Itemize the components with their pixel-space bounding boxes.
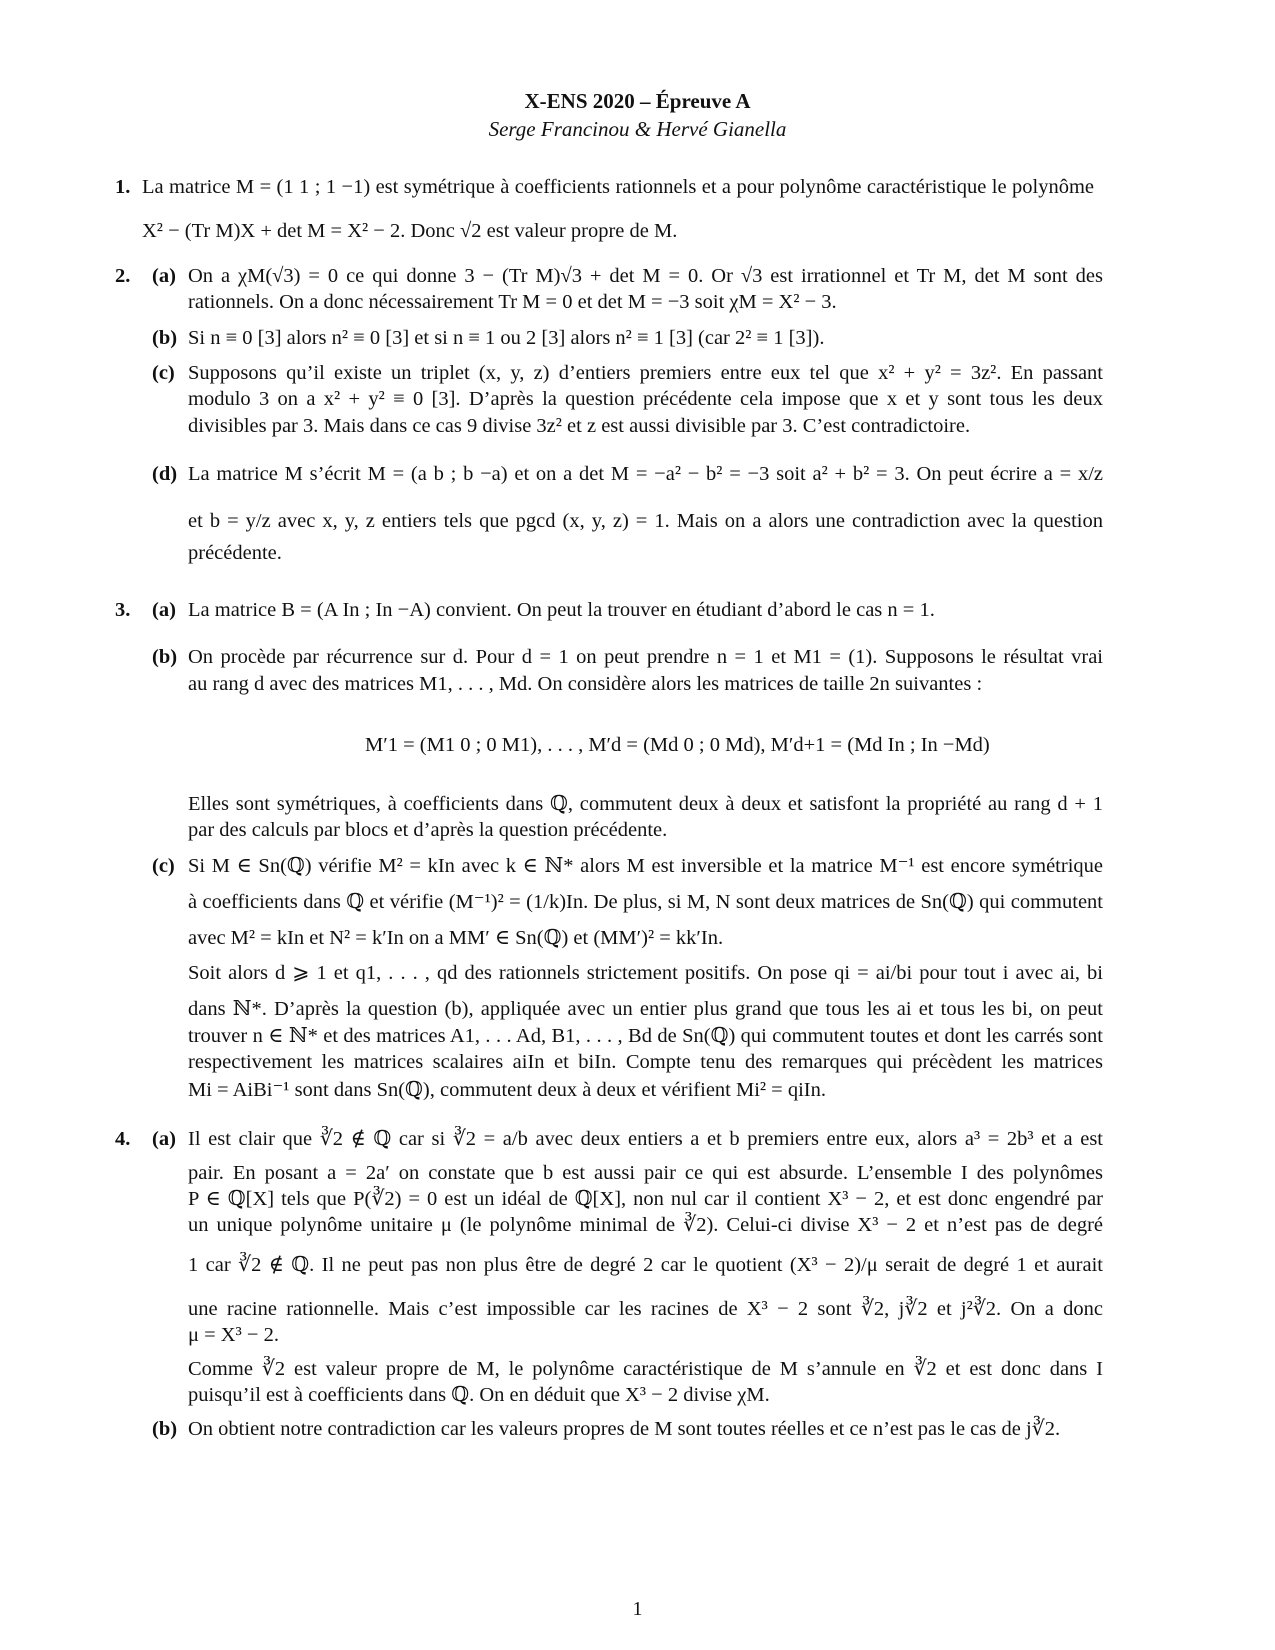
question-4a-line-5: 1 car ∛2 ∉ ℚ. Il ne peut pas non plus être de degré 2 car le quotient (X³ − 2)/μ serait de degré 1 et aurait	[188, 1254, 1103, 1276]
question-1-number: 1.	[115, 176, 131, 198]
question-4a-line-8: Comme ∛2 est valeur propre de M, le polynôme caractéristique de M s’annule en ∛2 et est donc dans I	[188, 1358, 1103, 1380]
question-3c-line-1: Si M ∈ Sn(ℚ) vérifie M² = kIn avec k ∈ ℕ* alors M est inversible et la matrice M⁻¹ est encore symétrique	[188, 855, 1103, 877]
question-2d-line-1: La matrice M s’écrit M = (a b ; b −a) et on a det M = −a² − b² = −3 soit a² + b² = 3. On peut écrire a = x/z	[188, 463, 1103, 485]
question-2c-label: (c)	[152, 362, 175, 384]
question-3c-line-5: dans ℕ*. D’après la question (b), appliquée avec un entier plus grand que tous les ai et tous les bi, on peut	[188, 998, 1103, 1020]
question-2b-line-1: Si n ≡ 0 [3] alors n² ≡ 0 [3] et si n ≡ 1 ou 2 [3] alors n² ≡ 1 [3] (car 2² ≡ 1 [3]).	[188, 327, 825, 349]
question-3-number: 3.	[115, 599, 131, 621]
question-3b-line-4: Elles sont symétriques, à coefficients dans ℚ, commutent deux à deux et satisfont la propriété au rang d + 1	[188, 793, 1103, 815]
question-4a-line-2: pair. En posant a = 2a′ on constate que b est aussi pair ce qui est absurde. L’ensemble I des polynômes	[188, 1162, 1103, 1184]
question-3b-line-1: On procède par récurrence sur d. Pour d = 1 on peut prendre n = 1 et M1 = (1). Supposons le résultat vrai	[188, 646, 1103, 668]
question-2c-line-3: divisibles par 3. Mais dans ce cas 9 divise 3z² et z est aussi divisible par 3. C’est contradictoire.	[188, 415, 971, 437]
question-4a-line-3: P ∈ ℚ[X] tels que P(∛2) = 0 est un idéal de ℚ[X], non nul car il contient X³ − 2, et est donc engendré par	[188, 1188, 1103, 1210]
question-3a-line-1: La matrice B = (A In ; In −A) convient. On peut la trouver en étudiant d’abord le cas n = 1.	[188, 599, 935, 621]
question-2a-line-1: On a χM(√3) = 0 ce qui donne 3 − (Tr M)√3 + det M = 0. Or √3 est irrationnel et Tr M, det M sont des	[188, 265, 1103, 287]
question-4a-label: (a)	[152, 1128, 176, 1150]
question-3b-line-2: au rang d avec des matrices M1, . . . , Md. On considère alors les matrices de taille 2n suivantes :	[188, 673, 983, 695]
question-2d-label: (d)	[152, 463, 178, 485]
question-4a-line-4: un unique polynôme unitaire μ (le polynôme minimal de ∛2). Celui-ci divise X³ − 2 et n’est pas de degré	[188, 1214, 1103, 1236]
question-2a-line-2: rationnels. On a donc nécessairement Tr M = 0 et det M = −3 soit χM = X² − 3.	[188, 291, 837, 313]
question-2a-label: (a)	[152, 265, 176, 287]
question-4a-line-1: Il est clair que ∛2 ∉ ℚ car si ∛2 = a/b avec deux entiers a et b premiers entre eux, alors a³ = 2b³ et a est	[188, 1128, 1103, 1150]
document-authors: Serge Francinou & Hervé Gianella	[488, 117, 787, 141]
question-2-number: 2.	[115, 265, 131, 287]
question-2c-line-2: modulo 3 on a x² + y² ≡ 0 [3]. D’après la question précédente cela impose que x et y sont tous les deux	[188, 388, 1103, 410]
question-2d-line-3: précédente.	[188, 542, 282, 564]
question-1-line-1: La matrice M = (1 1 ; 1 −1) est symétrique à coefficients rationnels et a pour polynôme caractéristique le polynôme	[142, 176, 1094, 198]
question-3c-line-8: Mi = AiBi⁻¹ sont dans Sn(ℚ), commutent deux à deux et vérifient Mi² = qiIn.	[188, 1079, 827, 1101]
question-3c-line-6: trouver n ∈ ℕ* et des matrices A1, . . . Ad, B1, . . . , Bd de Sn(ℚ) qui commutent toutes et dont les carrés sont	[188, 1025, 1103, 1047]
question-3b-label: (b)	[152, 646, 178, 668]
question-3c-line-2: à coefficients dans ℚ et vérifie (M⁻¹)² = (1/k)In. De plus, si M, N sont deux matrices de Sn(ℚ) qui commutent	[188, 891, 1103, 913]
question-1-line-2: X² − (Tr M)X + det M = X² − 2. Donc √2 est valeur propre de M.	[142, 220, 678, 242]
question-3b-line-5: par des calculs par blocs et d’après la question précédente.	[188, 819, 668, 841]
question-2d-line-2: et b = y/z avec x, y, z entiers tels que pgcd (x, y, z) = 1. Mais on a alors une contradiction avec la question	[188, 510, 1103, 532]
question-3c-line-7: respectivement les matrices scalaires aiIn et biIn. Compte tenu des remarques qui précèdent les matrices	[188, 1051, 1103, 1073]
question-4a-line-9: puisqu’il est à coefficients dans ℚ. On en déduit que X³ − 2 divise χM.	[188, 1384, 770, 1406]
question-3c-line-4: Soit alors d ⩾ 1 et q1, . . . , qd des rationnels strictement positifs. On pose qi = ai/bi pour tout i avec ai, bi	[188, 962, 1103, 984]
question-3a-label: (a)	[152, 599, 176, 621]
question-4b-label: (b)	[152, 1418, 178, 1440]
question-2b-label: (b)	[152, 327, 178, 349]
page-number: 1	[632, 1598, 643, 1620]
question-3c-line-3: avec M² = kIn et N² = k′In on a MM′ ∈ Sn(ℚ) et (MM′)² = kk′In.	[188, 927, 724, 949]
question-3b-matrices-display: M′1 = (M1 0 ; 0 M1), . . . , M′d = (Md 0 ; 0 Md), M′d+1 = (Md In ; In −Md)	[365, 734, 990, 756]
question-4a-line-6: une racine rationnelle. Mais c’est impossible car les racines de X³ − 2 sont ∛2, j∛2 et j²∛2. On a donc	[188, 1298, 1103, 1320]
question-4a-line-7: μ = X³ − 2.	[188, 1324, 279, 1346]
question-4b-line-1: On obtient notre contradiction car les valeurs propres de M sont toutes réelles et ce n’est pas le cas de j∛2.	[188, 1418, 1061, 1440]
document-title: X-ENS 2020 – Épreuve A	[524, 89, 751, 113]
question-2c-line-1: Supposons qu’il existe un triplet (x, y, z) d’entiers premiers entre eux tel que x² + y² = 3z². En passant	[188, 362, 1103, 384]
question-3c-label: (c)	[152, 855, 175, 877]
question-4-number: 4.	[115, 1128, 131, 1150]
